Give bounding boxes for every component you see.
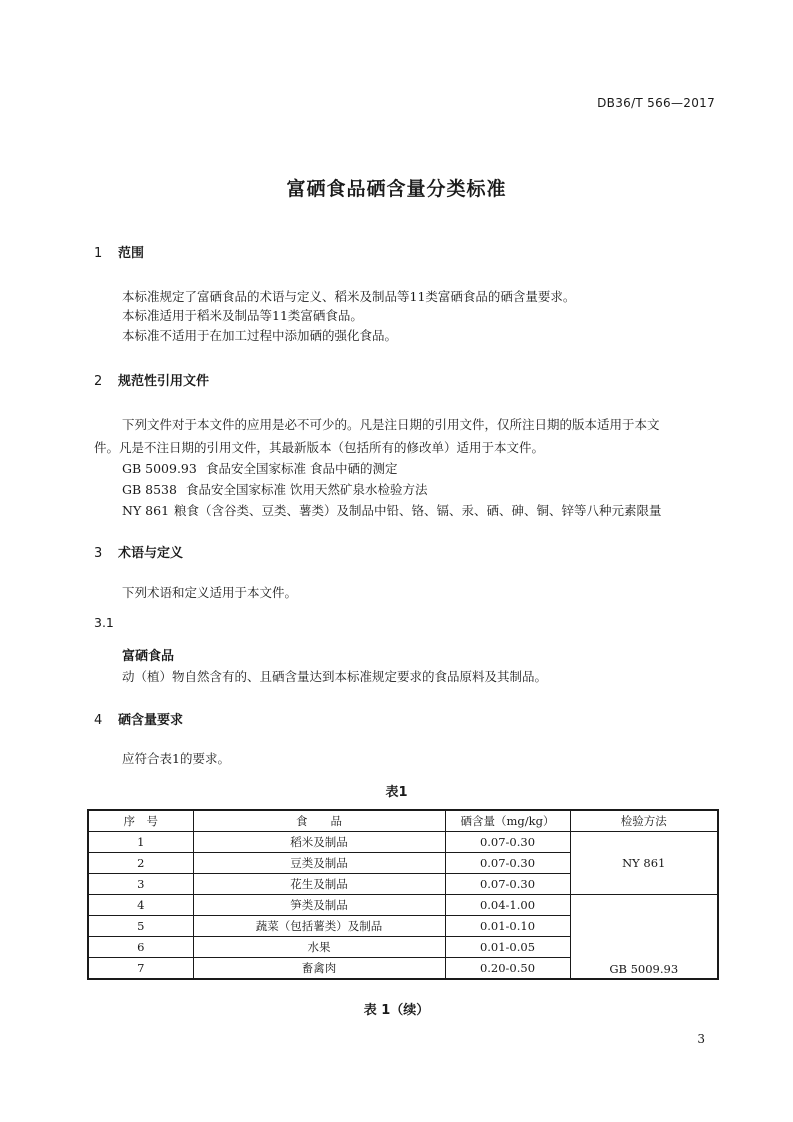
section-4-title: 硒含量要求 [118,713,184,728]
selenium-content-table [87,809,719,980]
standard-code: DB36/T 566—2017 [597,96,715,110]
row-number: 3 [88,874,193,895]
section-3-number: 3 [94,546,103,561]
selenium-cell: 0.01-0.10 [445,916,570,937]
reference-item [122,501,662,519]
method-cell-group-1: NY 861 [570,832,718,895]
reference-code: GB 8538 [122,482,177,497]
reference-code: GB 5009.93 [122,461,197,476]
document-title: 富硒食品硒含量分类标准 [286,178,507,200]
section-3-heading [94,542,183,561]
table-header-row [88,810,718,832]
row-number: 1 [88,832,193,853]
page-number: 3 [697,1032,705,1046]
section-4-number: 4 [94,713,103,728]
food-cell: 蔬菜（包括薯类）及制品 [193,916,445,937]
food-cell: 花生及制品 [193,874,445,895]
reference-title: 粮食（含谷类、豆类、薯类）及制品中铅、铬、镉、汞、硒、砷、铜、锌等八种元素限量 [174,503,662,518]
selenium-cell: 0.20-0.50 [445,958,570,980]
scope-paragraph-3: 本标准不适用于在加工过程中添加硒的强化食品。 [122,328,398,343]
row-number: 5 [88,916,193,937]
section-1-title: 范围 [118,246,145,261]
section-2-heading [94,370,209,389]
table-continued-caption: 表 1（续） [363,1003,430,1018]
selenium-cell: 0.07-0.30 [445,874,570,895]
reference-title: 食品安全国家标准 食品中硒的测定 [206,461,398,476]
row-number: 7 [88,958,193,980]
scope-paragraph-2: 本标准适用于稻米及制品等11类富硒食品。 [122,308,363,323]
section-4-heading [94,709,183,728]
selenium-cell: 0.07-0.30 [445,853,570,874]
section-3-title: 术语与定义 [118,546,184,561]
column-header-food: 食 品 [193,810,445,832]
section-2-title: 规范性引用文件 [118,374,210,389]
term-definition: 动（植）物自然含有的、且硒含量达到本标准规定要求的食品原料及其制品。 [122,669,548,684]
column-header-selenium: 硒含量（mg/kg） [445,810,570,832]
requirements-text: 应符合表1的要求。 [122,751,230,766]
selenium-cell: 0.01-0.05 [445,937,570,958]
column-header-method: 检验方法 [570,810,718,832]
row-number: 2 [88,853,193,874]
section-1-heading [94,242,144,261]
row-number: 4 [88,895,193,916]
food-cell: 稻米及制品 [193,832,445,853]
selenium-cell: 0.07-0.30 [445,832,570,853]
column-header-number: 序 号 [88,810,193,832]
food-cell: 豆类及制品 [193,853,445,874]
table-row [88,895,718,916]
references-intro-line-1: 下列文件对于本文件的应用是必不可少的。凡是注日期的引用文件，仅所注日期的版本适用于本文 [122,417,660,432]
selenium-cell: 0.04-1.00 [445,895,570,916]
table-row [88,832,718,853]
reference-code: NY 861 [122,503,170,518]
table-caption: 表1 [385,785,408,800]
method-cell-group-2: GB 5009.93 [570,895,718,980]
reference-title: 食品安全国家标准 饮用天然矿泉水检验方法 [186,482,428,497]
terms-intro: 下列术语和定义适用于本文件。 [122,585,298,600]
reference-item [122,459,397,477]
food-cell: 畜禽肉 [193,958,445,980]
section-2-number: 2 [94,374,103,389]
term-name: 富硒食品 [122,649,175,664]
food-cell: 笋类及制品 [193,895,445,916]
reference-item [122,480,427,498]
food-cell: 水果 [193,937,445,958]
scope-paragraph-1: 本标准规定了富硒食品的术语与定义、稻米及制品等11类富硒食品的硒含量要求。 [122,289,576,304]
references-intro-line-2: 件。凡是不注日期的引用文件，其最新版本（包括所有的修改单）适用于本文件。 [94,440,545,455]
section-1-number: 1 [94,246,103,261]
subsection-number: 3.1 [94,615,114,630]
row-number: 6 [88,937,193,958]
